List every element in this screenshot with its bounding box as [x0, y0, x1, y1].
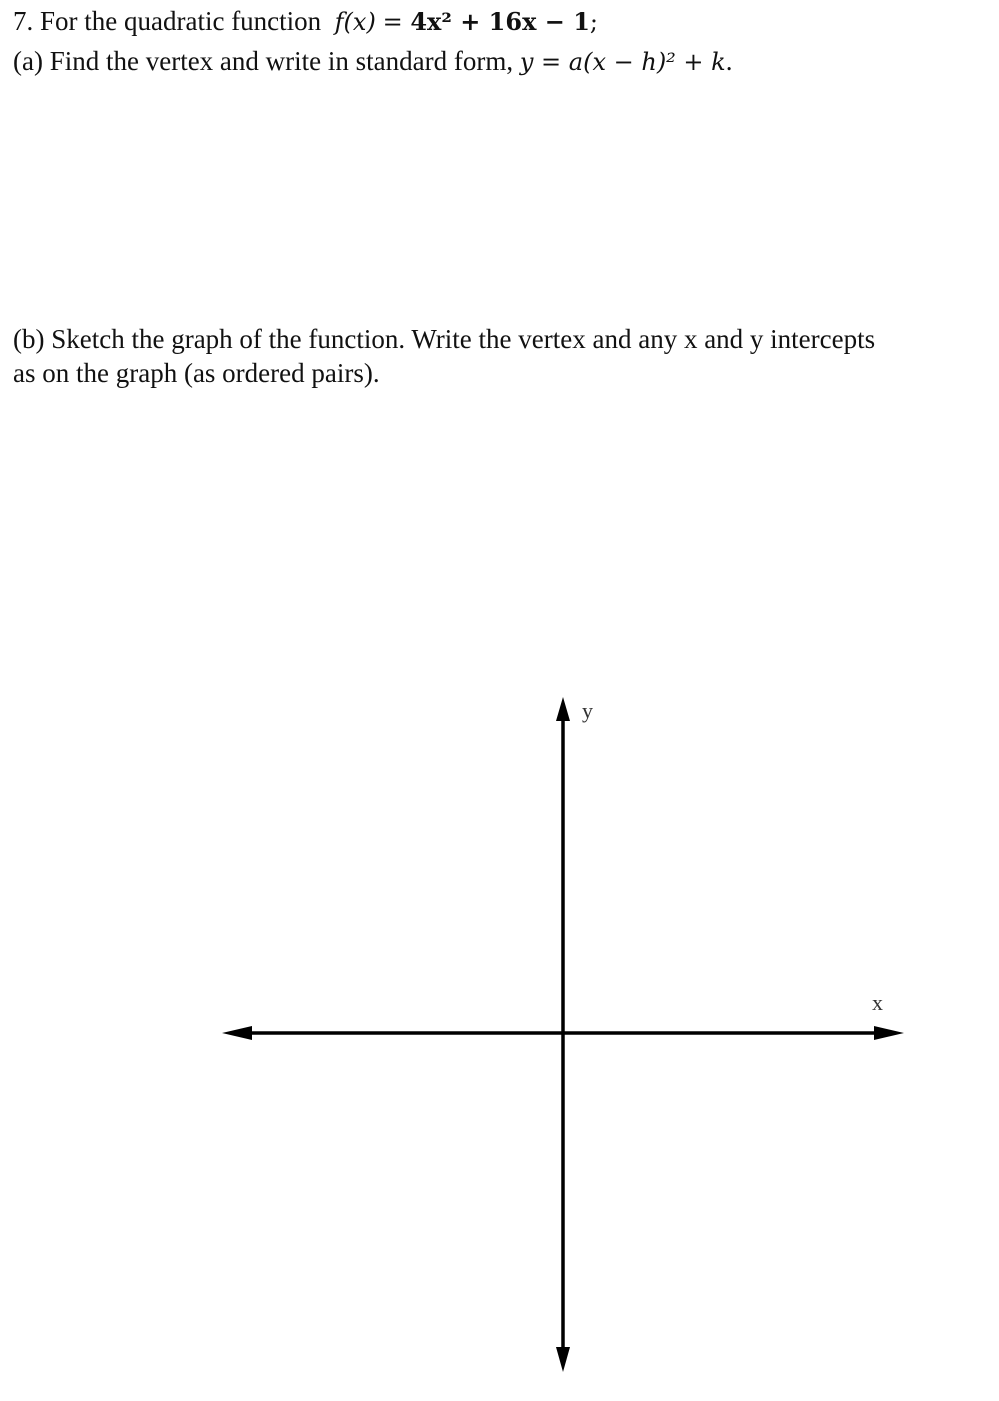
part-b-line-2: as on the graph (as ordered pairs). — [13, 358, 380, 388]
function-rhs: 4x² + 16x − 1 — [410, 7, 590, 36]
y-axis-up-arrow — [556, 697, 570, 721]
function-end: ; — [589, 8, 598, 36]
standard-form-formula: y = a(x − h)² + k — [519, 48, 726, 76]
y-axis-label: y — [582, 698, 593, 723]
part-b-line-1: (b) Sketch the graph of the function. Write the vertex and any x and y intercepts — [13, 324, 876, 354]
function-lhs: f(x) — [334, 8, 376, 36]
part-a-text: Find the vertex and write in standard form, — [49, 46, 514, 76]
x-axis-right-arrow — [874, 1026, 904, 1040]
question-number: 7. — [13, 6, 34, 36]
x-axis-label: x — [872, 990, 883, 1015]
y-axis-down-arrow — [556, 1347, 570, 1372]
part-a-label: (a) — [13, 46, 43, 76]
part-a-end: . — [725, 46, 733, 76]
x-axis-left-arrow — [222, 1026, 252, 1040]
question-header: 7. For the quadratic function f(x) = 4x² + 16x − 1; — [13, 6, 598, 36]
question-intro: For the quadratic function — [40, 6, 322, 36]
